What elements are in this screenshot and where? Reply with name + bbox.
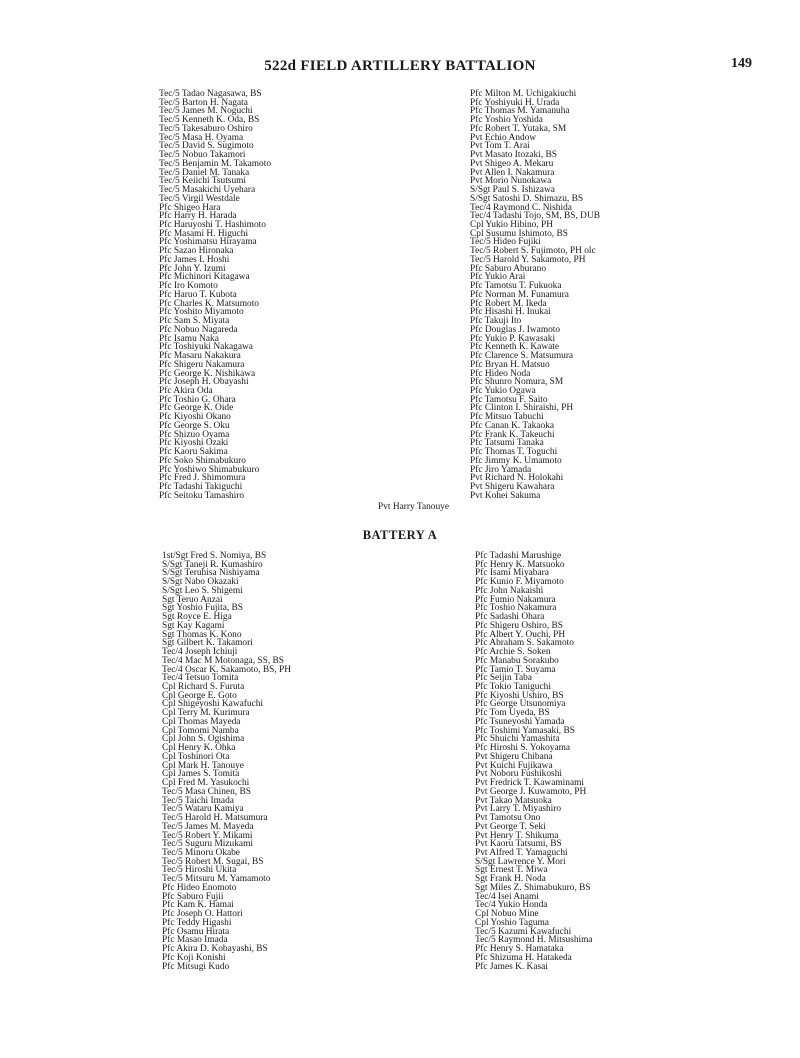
roster-entry: 1st/Sgt Fred S. Nomiya, BS <box>162 551 267 561</box>
roster-entry: Cpl Mark H. Tanouye <box>162 760 244 771</box>
roster-entry: Tec/4 Yukio Honda <box>475 900 548 911</box>
roster-entry: Pfc Tadashi Marushige <box>475 551 562 561</box>
roster-entry: Pfc George K. Oide <box>159 403 234 414</box>
centered-roster-entry: Pvt Harry Tanouye <box>378 502 450 512</box>
roster-entry: Pfc Michinori Kitagawa <box>159 272 250 283</box>
roster-entry: Pfc Milton M. Uchigakiuchi <box>470 89 577 99</box>
roster-entry: Cpl Toshinori Ota <box>162 751 230 762</box>
roster-entry: Cpl Susumu Ishimoto, BS <box>470 228 568 239</box>
roster-entry: Pfc George S. Oku <box>159 420 230 431</box>
roster-entry: Cpl Shigeyoshi Kawafuchi <box>162 699 264 710</box>
roster-entry: Pfc Takuji Ito <box>470 316 522 327</box>
roster-entry: Pfc Kaoru Sakima <box>159 447 228 458</box>
roster-entry: Tec/5 Masa H. Oyama <box>159 132 244 143</box>
roster-entry: Tec/4 Mac M Motonaga, SS, BS <box>162 655 284 666</box>
roster-entry: Tec/4 Joseph Ichiuji <box>162 647 238 658</box>
roster-entry: Pfc James K. Kasai <box>475 961 548 972</box>
roster-entry: Cpl Thomas Mayeda <box>162 716 241 727</box>
roster-entry: Pfc Hideo Noda <box>470 368 531 379</box>
roster-entry: Tec/5 Benjamin M. Takamoto <box>159 158 272 169</box>
roster-entry: Pfc Iro Komoto <box>159 281 218 292</box>
roster-entry: Tec/5 Kazumi Kawafuchi <box>475 926 572 937</box>
roster-entry: Tec/5 Keiichi Tsutsumi <box>159 176 247 187</box>
roster-entry: Pfc Joseph H. Obayashi <box>159 377 249 388</box>
roster-entry: S/Sgt Satoshi D. Shimazu, BS <box>470 193 584 204</box>
roster-entry: Pfc Masao Imada <box>162 935 228 946</box>
roster-entry: Pfc Saburo Aburano <box>470 263 547 274</box>
roster-entry: Tec/5 Suguru Mizukami <box>162 839 253 850</box>
roster-entry: Pfc Koji Konishi <box>162 952 226 963</box>
roster-entry: Pfc Yoshio Yoshida <box>470 115 543 126</box>
roster-entry: Tec/5 Robert S. Fujimoto, PH olc <box>470 246 596 257</box>
roster-entry: Tec/5 Minoru Okabe <box>162 847 240 858</box>
roster-entry: Pvt George J. Kuwamoto, PH <box>475 786 587 797</box>
roster-entry: Pfc Yoshito Miyamoto <box>159 307 244 318</box>
roster-entry: Tec/5 Barton H. Nagata <box>159 97 248 108</box>
roster-entry: Tec/5 Masa Chinen, BS <box>162 786 251 797</box>
roster-entry: Pvt Fredrick T. Kawaminami <box>475 778 585 789</box>
roster-entry: Sgt Kay Kagami <box>162 620 225 631</box>
roster-entry: Pfc Harry H. Harada <box>159 211 237 222</box>
roster-entry: Pvt Allen I. Nakamura <box>470 167 555 178</box>
upper-right-roster <box>470 90 600 501</box>
roster-entry: Tec/5 Mitsuru M. Yamamoto <box>162 874 271 885</box>
roster-entry: Tec/5 Harold H. Matsumura <box>162 813 268 824</box>
roster-entry: Pfc Nobuo Nagareda <box>159 324 238 335</box>
roster-entry: Pfc Robert M. Ikeda <box>470 298 547 309</box>
roster-entry: Tec/5 James M. Noguchi <box>159 106 253 117</box>
roster-entry: Pfc Tom Uyeda, BS <box>475 708 550 719</box>
roster-entry: S/Sgt Taneji R. Kumashiro <box>162 559 263 570</box>
roster-entry: Tec/5 James M. Mayeda <box>162 821 254 832</box>
roster-entry: Cpl Richard S. Furuta <box>162 682 245 693</box>
roster-entry: Pfc Akira Oda <box>159 385 213 396</box>
roster-entry: Sgt Frank H. Noda <box>475 874 546 885</box>
roster-entry: Pfc Toshio Nakamura <box>475 603 557 614</box>
roster-entry: Pfc Robert T. Yutaka, SM <box>470 123 567 134</box>
roster-entry: Pfc Hiroshi S. Yokoyama <box>475 743 571 754</box>
roster-entry: Pfc Masami H. Higuchi <box>159 228 249 239</box>
roster-entry: Pvt Henry T. Shikuma <box>475 830 559 841</box>
roster-entry: Tec/4 Tetsuo Tomita <box>162 673 239 684</box>
section-heading-battery-a: BATTERY A <box>362 528 438 542</box>
roster-entry: Pfc Fred J. Shimomura <box>159 473 246 484</box>
roster-entry: Pfc Kam K. Hamai <box>162 900 234 911</box>
roster-entry: Pfc Tamio T. Suyama <box>475 664 556 675</box>
roster-entry: Pvt George T. Seki <box>475 821 546 832</box>
roster-entry: Tec/5 Takesaburo Oshiro <box>159 123 253 134</box>
roster-entry: Pvt Kohei Sakuma <box>470 490 541 501</box>
roster-entry: Pfc Frank K. Takeuchi <box>470 429 555 440</box>
roster-entry: Tec/5 Robert Y. Mikami <box>162 830 253 841</box>
roster-entry: S/Sgt Nabo Okazaki <box>162 577 239 588</box>
roster-entry: Pfc Jimmy K. Umamoto <box>470 455 562 466</box>
roster-entry: Pfc Toshio G. Ohara <box>159 394 236 405</box>
roster-entry: Pfc John Y. Izumi <box>159 263 226 274</box>
roster-entry: Sgt Thomas K. Kono <box>162 629 242 640</box>
roster-entry: Pvt Shigeru Chibana <box>475 751 553 762</box>
roster-entry: Pfc Shigeo Hara <box>159 202 221 213</box>
roster-entry: Pfc Henry S. Hamataka <box>475 944 564 955</box>
roster-entry: Pfc Yukio Ogawa <box>470 385 536 396</box>
roster-entry: Cpl Henry K. Ohka <box>162 743 236 754</box>
roster-entry: Tec/5 Hideo Fujiki <box>470 237 541 248</box>
roster-entry: Pfc Joseph O. Hattori <box>162 909 243 920</box>
roster-entry: Pfc Shizuma H. Hatakeda <box>475 952 572 963</box>
page-title: 522d FIELD ARTILLERY BATTALION <box>264 58 536 74</box>
roster-entry: Pfc Yukio Arai <box>470 272 526 283</box>
roster-entry: Cpl Tomomi Namba <box>162 725 239 736</box>
roster-entry: Pfc Tamotsu T. Fukuoka <box>470 281 562 292</box>
roster-entry: Pfc Mitsuo Tabuchi <box>470 412 544 423</box>
roster-entry: Pfc Kiyoshi Ushiro, BS <box>475 690 564 701</box>
roster-entry: Pfc Toshiyuki Nakagawa <box>159 342 253 353</box>
roster-entry: Pfc Sadashi Ohara <box>475 612 545 623</box>
roster-entry: Pfc Tsuneyoshi Yamada <box>475 716 565 727</box>
roster-entry: Pfc Seijin Taba <box>475 673 532 684</box>
roster-entry: Cpl Nobuo Mine <box>475 909 539 920</box>
roster-entry: Pfc Sazao Hironaka <box>159 246 234 257</box>
roster-entry: Pfc Tamotsu F. Saito <box>470 394 548 405</box>
roster-entry: Cpl John S. Ogishima <box>162 734 245 745</box>
roster-entry: Tec/5 Robert M. Sugai, BS <box>162 856 264 867</box>
roster-entry: Pfc Yoshiyuki H. Urada <box>470 97 560 108</box>
roster-entry: Pfc Saburo Fujii <box>162 891 224 902</box>
roster-entry: Pvt Echio Andow <box>470 132 537 143</box>
roster-entry: Pvt Larry T. Miyashiro <box>475 804 562 815</box>
page-number: 149 <box>731 56 752 71</box>
roster-entry: Cpl Yoshio Taguma <box>475 917 549 928</box>
roster-entry: Tec/5 Tadao Nagasawa, BS <box>159 89 262 99</box>
roster-entry: Pfc Thomas T. Toguchi <box>470 447 558 458</box>
roster-entry: Sgt Miles Z. Shimabukuro, BS <box>475 882 591 893</box>
roster-entry: Pfc Fumio Nakamura <box>475 594 556 605</box>
roster-entry: Cpl Fred M. Yasukochi <box>162 778 250 789</box>
page-header <box>0 58 800 78</box>
roster-entry: Tec/5 Hiroshi Ukita <box>162 865 237 876</box>
roster-entry: Pvt Noboru Fushikoshi <box>475 769 562 780</box>
roster-entry: Pfc Douglas J. Iwamoto <box>470 324 561 335</box>
roster-entry: Pfc James I. Hoshi <box>159 254 230 265</box>
roster-entry: Pfc Thomas M. Yamanuha <box>470 106 570 117</box>
roster-entry: Pfc Shuichi Yamashita <box>475 734 560 745</box>
roster-entry: Pfc Akira D. Kobayashi, BS <box>162 944 268 955</box>
roster-entry: Pfc Shunro Nomura, SM <box>470 377 564 388</box>
upper-left-roster <box>159 90 271 501</box>
roster-entry: Tec/5 Raymond H. Mitsushima <box>475 935 593 946</box>
roster-entry: Pfc Kiyoshi Ozaki <box>159 438 229 449</box>
roster-entry: Pfc George K. Nishikawa <box>159 368 256 379</box>
roster-entry: Tec/5 Virgil Westdale <box>159 193 240 204</box>
roster-entry: Pvt Kaoru Tatsumi, BS <box>475 839 562 850</box>
roster-entry: Pfc Shigeru Nakamura <box>159 359 245 370</box>
roster-entry: Pfc Norman M. Funamura <box>470 289 569 300</box>
roster-entry: Pvt Kuichi Fujikawa <box>475 760 553 771</box>
roster-entry: Cpl Terry M. Kurimura <box>162 708 250 719</box>
roster-entry: Pfc Charles K. Matsumoto <box>159 298 259 309</box>
roster-entry: Cpl James S. Tomita <box>162 769 240 780</box>
roster-entry: S/Sgt Leo S. Shigemi <box>162 585 243 596</box>
roster-entry: Pfc Seitoku Tamashiro <box>159 490 245 501</box>
roster-entry: Pfc Soko Shimabukuro <box>159 455 246 466</box>
roster-entry: S/Sgt Teruhisa Nishiyama <box>162 568 260 579</box>
battery-a-right-roster <box>475 552 593 971</box>
roster-entry: Pfc Toshimi Yamasaki, BS <box>475 725 575 736</box>
roster-entry: Pfc Kiyoshi Okano <box>159 412 231 423</box>
roster-entry: Pfc Archie S. Soken <box>475 647 551 658</box>
roster-entry: Pfc Albert Y. Ouchi, PH <box>475 629 566 640</box>
roster-entry: Tec/5 Harold Y. Sakamoto, PH <box>470 254 586 265</box>
roster-entry: Pfc Manabu Sorakubo <box>475 655 559 666</box>
roster-entry: Pfc Yoshiwo Shimabukuro <box>159 464 260 475</box>
roster-entry: Pfc Abraham S. Sakamoto <box>475 638 574 649</box>
roster-entry: Tec/5 David S. Sugimoto <box>159 141 254 152</box>
roster-entry: Tec/4 Oscar K. Sakamoto, BS, PH <box>162 664 292 675</box>
roster-entry: Pvt Alfred T. Yamaguchi <box>475 847 568 858</box>
roster-entry: Pfc Henry K. Matsuoko <box>475 559 565 570</box>
roster-entry: Pfc Kenneth K. Kawate <box>470 342 560 353</box>
roster-entry: Tec/4 Tadashi Tojo, SM, BS, DUB <box>470 211 600 222</box>
roster-entry: Pfc Hisashi H. Inukai <box>470 307 551 318</box>
roster-entry: Sgt Gilbert K. Takamori <box>162 638 253 649</box>
roster-entry: Tec/5 Kenneth K. Oda, BS <box>159 115 260 126</box>
roster-entry: Pfc Tokio Taniguchi <box>475 682 551 693</box>
roster-entry: Pvt Tamotsu Ono <box>475 813 541 824</box>
roster-entry: Pfc Teddy Higashi <box>162 917 232 928</box>
roster-entry: Pfc Clinton I. Shiraishi, PH <box>470 403 574 414</box>
roster-entry: Pfc George Utsunomiya <box>475 699 566 710</box>
roster-entry: Tec/5 Wataru Kamiya <box>162 804 244 815</box>
roster-entry: Pfc Haruyoshi T. Hashimoto <box>159 220 266 231</box>
roster-entry: Pfc Bryan H. Matsuo <box>470 359 550 370</box>
roster-entry: Pvt Shigeo A. Mekaru <box>470 158 554 169</box>
roster-entry: Pfc Shigeru Oshiro, BS <box>475 620 564 631</box>
roster-entry: S/Sgt Paul S. Ishizawa <box>470 185 555 196</box>
roster-entry: Sgt Royce E. Higa <box>162 612 232 623</box>
roster-entry: Tec/5 Nobuo Takamori <box>159 150 246 161</box>
roster-entry: Pvt Masato Itozaki, BS <box>470 150 557 161</box>
roster-entry: Pfc Shizuo Oyama <box>159 429 230 440</box>
roster-entry: Tec/5 Taichi Imada <box>162 795 234 806</box>
roster-entry: Pfc Canan K. Takaoka <box>470 420 555 431</box>
roster-entry: Tec/5 Masakichi Uyehara <box>159 185 256 196</box>
roster-entry: Cpl Yukio Hibino, PH <box>470 220 553 231</box>
roster-entry: Pvt Richard N. Holokahi <box>470 473 564 484</box>
roster-entry: Sgt Ernest T. Miwa <box>475 865 548 876</box>
roster-entry: Pfc Clarence S. Matsumura <box>470 351 574 362</box>
roster-entry: Pfc Mitsugi Kudo <box>162 961 230 972</box>
roster-entry: Pfc Isami Miyabara <box>475 568 549 579</box>
roster-entry: Pfc Sam S. Miyata <box>159 316 230 327</box>
roster-entry: Tec/4 Isei Anami <box>475 891 539 902</box>
roster-entry: Pfc Tadashi Takiguchi <box>159 482 243 493</box>
roster-entry: Pfc Jiro Yamada <box>470 464 532 475</box>
roster-entry: Pfc John Nakaishi <box>475 585 544 596</box>
roster-entry: Sgt Teruo Anzai <box>162 594 223 605</box>
roster-entry: Pfc Tatsumi Tanaka <box>470 438 544 449</box>
roster-entry: Sgt Yoshio Fujita, BS <box>162 603 244 614</box>
roster-entry: Pvt Takao Matsuoka <box>475 795 552 806</box>
roster-entry: Pfc Haruo T. Kubota <box>159 289 237 300</box>
roster-entry: Pfc Isamu Naka <box>159 333 219 344</box>
roster-entry: Pfc Yoshimatsu Hirayama <box>159 237 257 248</box>
roster-entry: Pfc Yukio P. Kawasaki <box>470 333 556 344</box>
battery-a-left-roster <box>162 552 291 971</box>
roster-entry: Pfc Osamu Hirata <box>162 926 230 937</box>
roster-entry: Pfc Kunio F. Miyamoto <box>475 577 564 588</box>
roster-entry: Pfc Masaru Nakakura <box>159 351 241 362</box>
roster-entry: Tec/5 Daniel M. Tanaka <box>159 167 250 178</box>
roster-entry: Pvt Shigeru Kawahara <box>470 482 555 493</box>
roster-entry: Pvt Tom T. Arai <box>470 141 530 152</box>
roster-entry: Pfc Hideo Enomoto <box>162 882 237 893</box>
roster-entry: Pvt Morio Nunokawa <box>470 176 552 187</box>
roster-entry: S/Sgt Lawrence Y. Mori <box>475 856 566 867</box>
roster-entry: Cpl George E. Goto <box>162 690 237 701</box>
roster-entry: Tec/4 Raymond C. Nishida <box>470 202 572 213</box>
